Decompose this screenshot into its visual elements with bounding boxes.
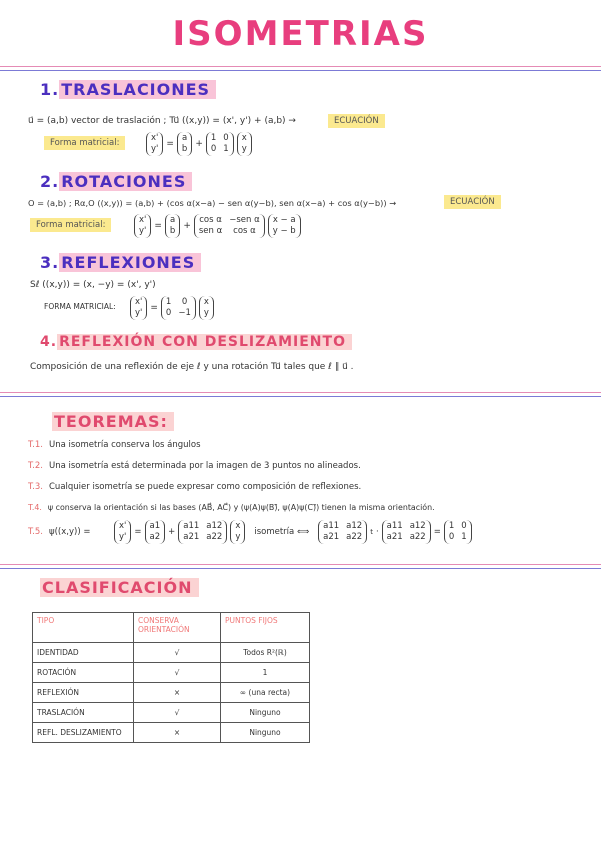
table-cell: IDENTIDAD [33, 643, 134, 663]
t5-matrix-equation: x' y' = a1 a2 + a11 a12 a21 a22 x y isometría ⟺ a11 a12 a21 a22 t · a11 a12 a21 a22 = 1 0 0 1 [114, 520, 472, 544]
ecuacion-tag: ECUACIÓN [444, 195, 501, 209]
table-cell: × [134, 723, 221, 743]
forma-matricial-label: Forma matricial: [30, 218, 111, 232]
table-row [33, 703, 310, 723]
rotacion-equation: O = (a,b) ; Rα,O ((x,y)) = (a,b) + (cos α(x−a) − sen α(y−b), sen α(x−a) + cos α(y−b)) → [28, 198, 397, 208]
table-cell: Todos R²(ℝ) [221, 643, 310, 663]
page-title: ISOMETRIAS [172, 14, 429, 54]
table-cell: √ [134, 643, 221, 663]
traslacion-equation: u⃗ = (a,b) vector de traslación ; Tu⃗ ((x,y)) = (x', y') + (a,b) → [28, 116, 296, 126]
divider [0, 568, 601, 569]
table-cell: Ninguno [221, 703, 310, 723]
table-cell: Ninguno [221, 723, 310, 743]
teorema-item: T.1. Una isometría conserva los ángulos [28, 440, 201, 450]
table-cell: REFL. DESLIZAMIENTO [33, 723, 134, 743]
col-header: TIPO [33, 613, 134, 643]
table-cell: 1 [221, 663, 310, 683]
table-cell: × [134, 683, 221, 703]
divider [0, 564, 601, 565]
divider [0, 392, 601, 393]
divider [0, 396, 601, 397]
section-heading-rotaciones: 2. ROTACIONES [40, 172, 192, 191]
table-row [33, 723, 310, 743]
section-heading-deslizamiento: 4. REFLEXIÓN CON DESLIZAMIENTO [40, 334, 352, 350]
teorema-item: T.3. Cualquier isometría se puede expresar como composición de reflexiones. [28, 482, 362, 492]
table-cell: TRASLACIÓN [33, 703, 134, 723]
table-header-row [33, 613, 310, 643]
deslizamiento-definition: Composición de una reflexión de eje ℓ y una rotación Tu⃗ tales que ℓ ∥ u⃗ . [30, 362, 354, 372]
section-heading-traslaciones: 1. TRASLACIONES [40, 80, 216, 99]
divider [0, 70, 601, 71]
table-cell: √ [134, 703, 221, 723]
table-cell: ROTACIÓN [33, 663, 134, 683]
table-cell: √ [134, 663, 221, 683]
table-cell: ∞ (una recta) [221, 683, 310, 703]
reflexion-matrix: x' y' = 1 0 0 −1 x y [130, 296, 214, 320]
table-row [33, 643, 310, 663]
table-cell: REFLEXIÓN [33, 683, 134, 703]
forma-matricial-label: FORMA MATRICIAL: [44, 302, 116, 311]
clasificacion-table [32, 612, 310, 743]
teorema-item: T.4. ψ conserva la orientación si las bases (AB⃗, AC⃗) y (ψ(A)ψ(B)⃗, ψ(A)ψ(C)⃗) tienen la misma orientación. [28, 503, 435, 512]
divider [0, 66, 601, 67]
traslacion-matrix: x' y' = a b + 1 0 0 1 x y [146, 132, 252, 156]
rotacion-matrix: x' y' = a b + cos α −sen α sen α cos α x − a y − b [134, 214, 301, 238]
forma-matricial-label: Forma matricial: [44, 136, 125, 150]
section-heading-clasificacion: CLASIFICACIÓN [40, 578, 199, 597]
teorema-item: T.2. Una isometría está determinada por la imagen de 3 puntos no alineados. [28, 461, 361, 471]
table-row [33, 663, 310, 683]
teorema-item: T.5. ψ((x,y)) = [28, 527, 91, 537]
section-heading-reflexiones: 3. REFLEXIONES [40, 253, 201, 272]
reflexion-equation: Sℓ ((x,y)) = (x, −y) = (x', y') [30, 280, 156, 290]
col-header: CONSERVA ORIENTACIÓN [134, 613, 221, 643]
section-heading-teoremas: TEOREMAS: [52, 412, 174, 431]
ecuacion-tag: ECUACIÓN [328, 114, 385, 128]
col-header: PUNTOS FIJOS [221, 613, 310, 643]
table-row [33, 683, 310, 703]
